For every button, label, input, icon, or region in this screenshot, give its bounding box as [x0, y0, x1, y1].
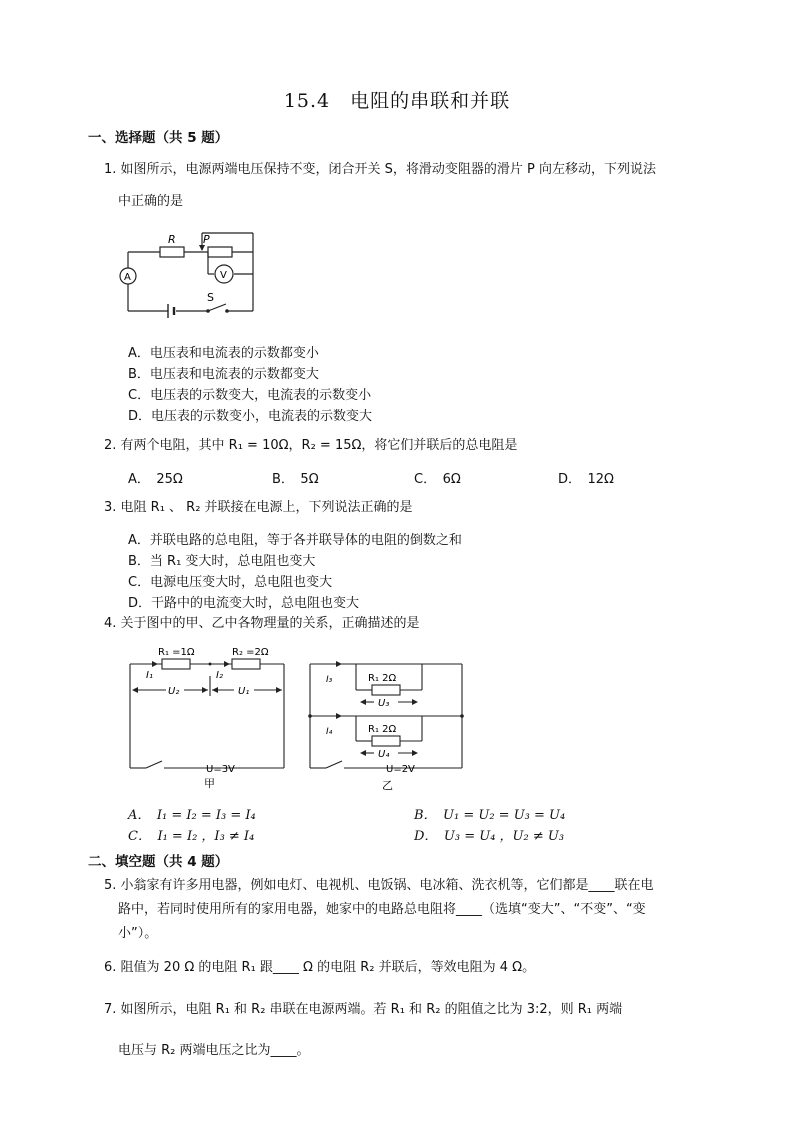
voltmeter-label: V — [220, 270, 227, 281]
section-heading-choice: 一、选择题（共 5 题） — [88, 130, 229, 146]
q3-option-b: B．当 R₁ 变大时，总电阻也变大 — [128, 554, 316, 569]
page-title: 15.4 电阻的串联和并联 — [283, 90, 511, 112]
question-7-line-2: 电压与 R₂ 两端电压之比为____。 — [118, 1043, 310, 1058]
switch-label: S — [207, 291, 214, 304]
q4-option-b: B． U₁ = U₂ = U₃ = U₄ — [414, 808, 566, 823]
q1-option-c: C．电压表的示数变大，电流表的示数变小 — [128, 388, 372, 403]
yi-voltage-label: U=2V — [386, 764, 415, 775]
q2-option-a: A． 25Ω — [128, 472, 183, 487]
q3-option-c: C．电源电压变大时，总电阻也变大 — [128, 575, 333, 590]
ammeter-label: A — [124, 272, 131, 283]
q2-option-b: B． 5Ω — [272, 472, 319, 487]
question-7-line-1: 7. 如图所示，电阻 R₁ 和 R₂ 串联在电源两端。若 R₁ 和 R₂ 的阻值之比为 3:2，则 R₁ 两端 — [104, 1002, 623, 1017]
yi-i4-label: I₄ — [326, 727, 333, 737]
circuit-figure-jia — [122, 640, 292, 790]
question-5-line-1: 5. 小翁家有许多用电器，例如电灯、电视机、电饭锅、电冰箱、洗衣机等，它们都是____联在电 — [104, 878, 654, 893]
yi-i3-label: I₃ — [326, 675, 333, 685]
jia-i2-label: I₂ — [216, 670, 223, 681]
yi-r1-top-label: R₁ 2Ω — [368, 673, 397, 684]
question-1-line-2: 中正确的是 — [118, 194, 184, 209]
question-5-line-3: 小”）。 — [118, 926, 158, 941]
circuit-figure-q1 — [110, 228, 270, 323]
q2-option-d: D． 12Ω — [558, 472, 614, 487]
q1-option-d: D．电压表的示数变小，电流表的示数变大 — [128, 409, 373, 424]
q1-option-b: B．电压表和电流表的示数都变大 — [128, 367, 319, 382]
q4-option-c: C． I₁ = I₂ ，I₃ ≠ I₄ — [128, 829, 255, 844]
q1-option-a: A．电压表和电流表的示数都变小 — [128, 346, 319, 361]
jia-u1-label: U₁ — [238, 686, 250, 697]
q3-option-a: A．并联电路的总电阻，等于各并联导体的电阻的倒数之和 — [128, 533, 462, 548]
question-1-line-1: 1. 如图所示，电源两端电压保持不变，闭合开关 S，将滑动变阻器的滑片 P 向左移动，下列说法 — [104, 162, 657, 177]
q2-option-c: C． 6Ω — [414, 472, 461, 487]
yi-u3-label: U₃ — [378, 698, 390, 709]
jia-r2-label: R₂ =2Ω — [232, 647, 269, 658]
q3-option-d: D．干路中的电流变大时，总电阻也变大 — [128, 596, 360, 611]
jia-voltage-label: U=3V — [206, 764, 235, 775]
yi-r1-bottom-label: R₁ 2Ω — [368, 724, 397, 735]
label-r: R — [168, 233, 176, 246]
q4-option-d: D． U₃ = U₄ ，U₂ ≠ U₃ — [414, 829, 565, 844]
question-3-stem: 3. 电阻 R₁ 、 R₂ 并联接在电源上，下列说法正确的是 — [104, 500, 413, 515]
jia-figure-name: 甲 — [204, 777, 215, 790]
jia-r1-label: R₁ =1Ω — [158, 647, 195, 658]
jia-i1-label: I₁ — [146, 670, 153, 681]
label-p: P — [203, 233, 210, 246]
section-heading-fill-in: 二、填空题（共 4 题） — [88, 854, 229, 870]
question-2-stem: 2. 有两个电阻，其中 R₁ = 10Ω，R₂ = 15Ω，将它们并联后的总电阻是 — [104, 438, 518, 453]
question-5-line-2: 路中，若同时使用所有的家用电器，她家中的电路总电阻将____（选填“变大”、“不变”、“变 — [118, 902, 646, 917]
yi-u4-label: U₄ — [378, 749, 390, 760]
circuit-figure-yi — [302, 640, 472, 792]
question-6-stem: 6. 阻值为 20 Ω 的电阻 R₁ 跟____ Ω 的电阻 R₂ 并联后，等效电阻为 4 Ω。 — [104, 960, 536, 975]
question-4-stem: 4. 关于图中的甲、乙中各物理量的关系，正确描述的是 — [104, 616, 420, 631]
yi-figure-name: 乙 — [382, 779, 393, 792]
q4-option-a: A． I₁ = I₂ = I₃ = I₄ — [128, 808, 256, 823]
jia-u2-label: U₂ — [168, 686, 180, 697]
